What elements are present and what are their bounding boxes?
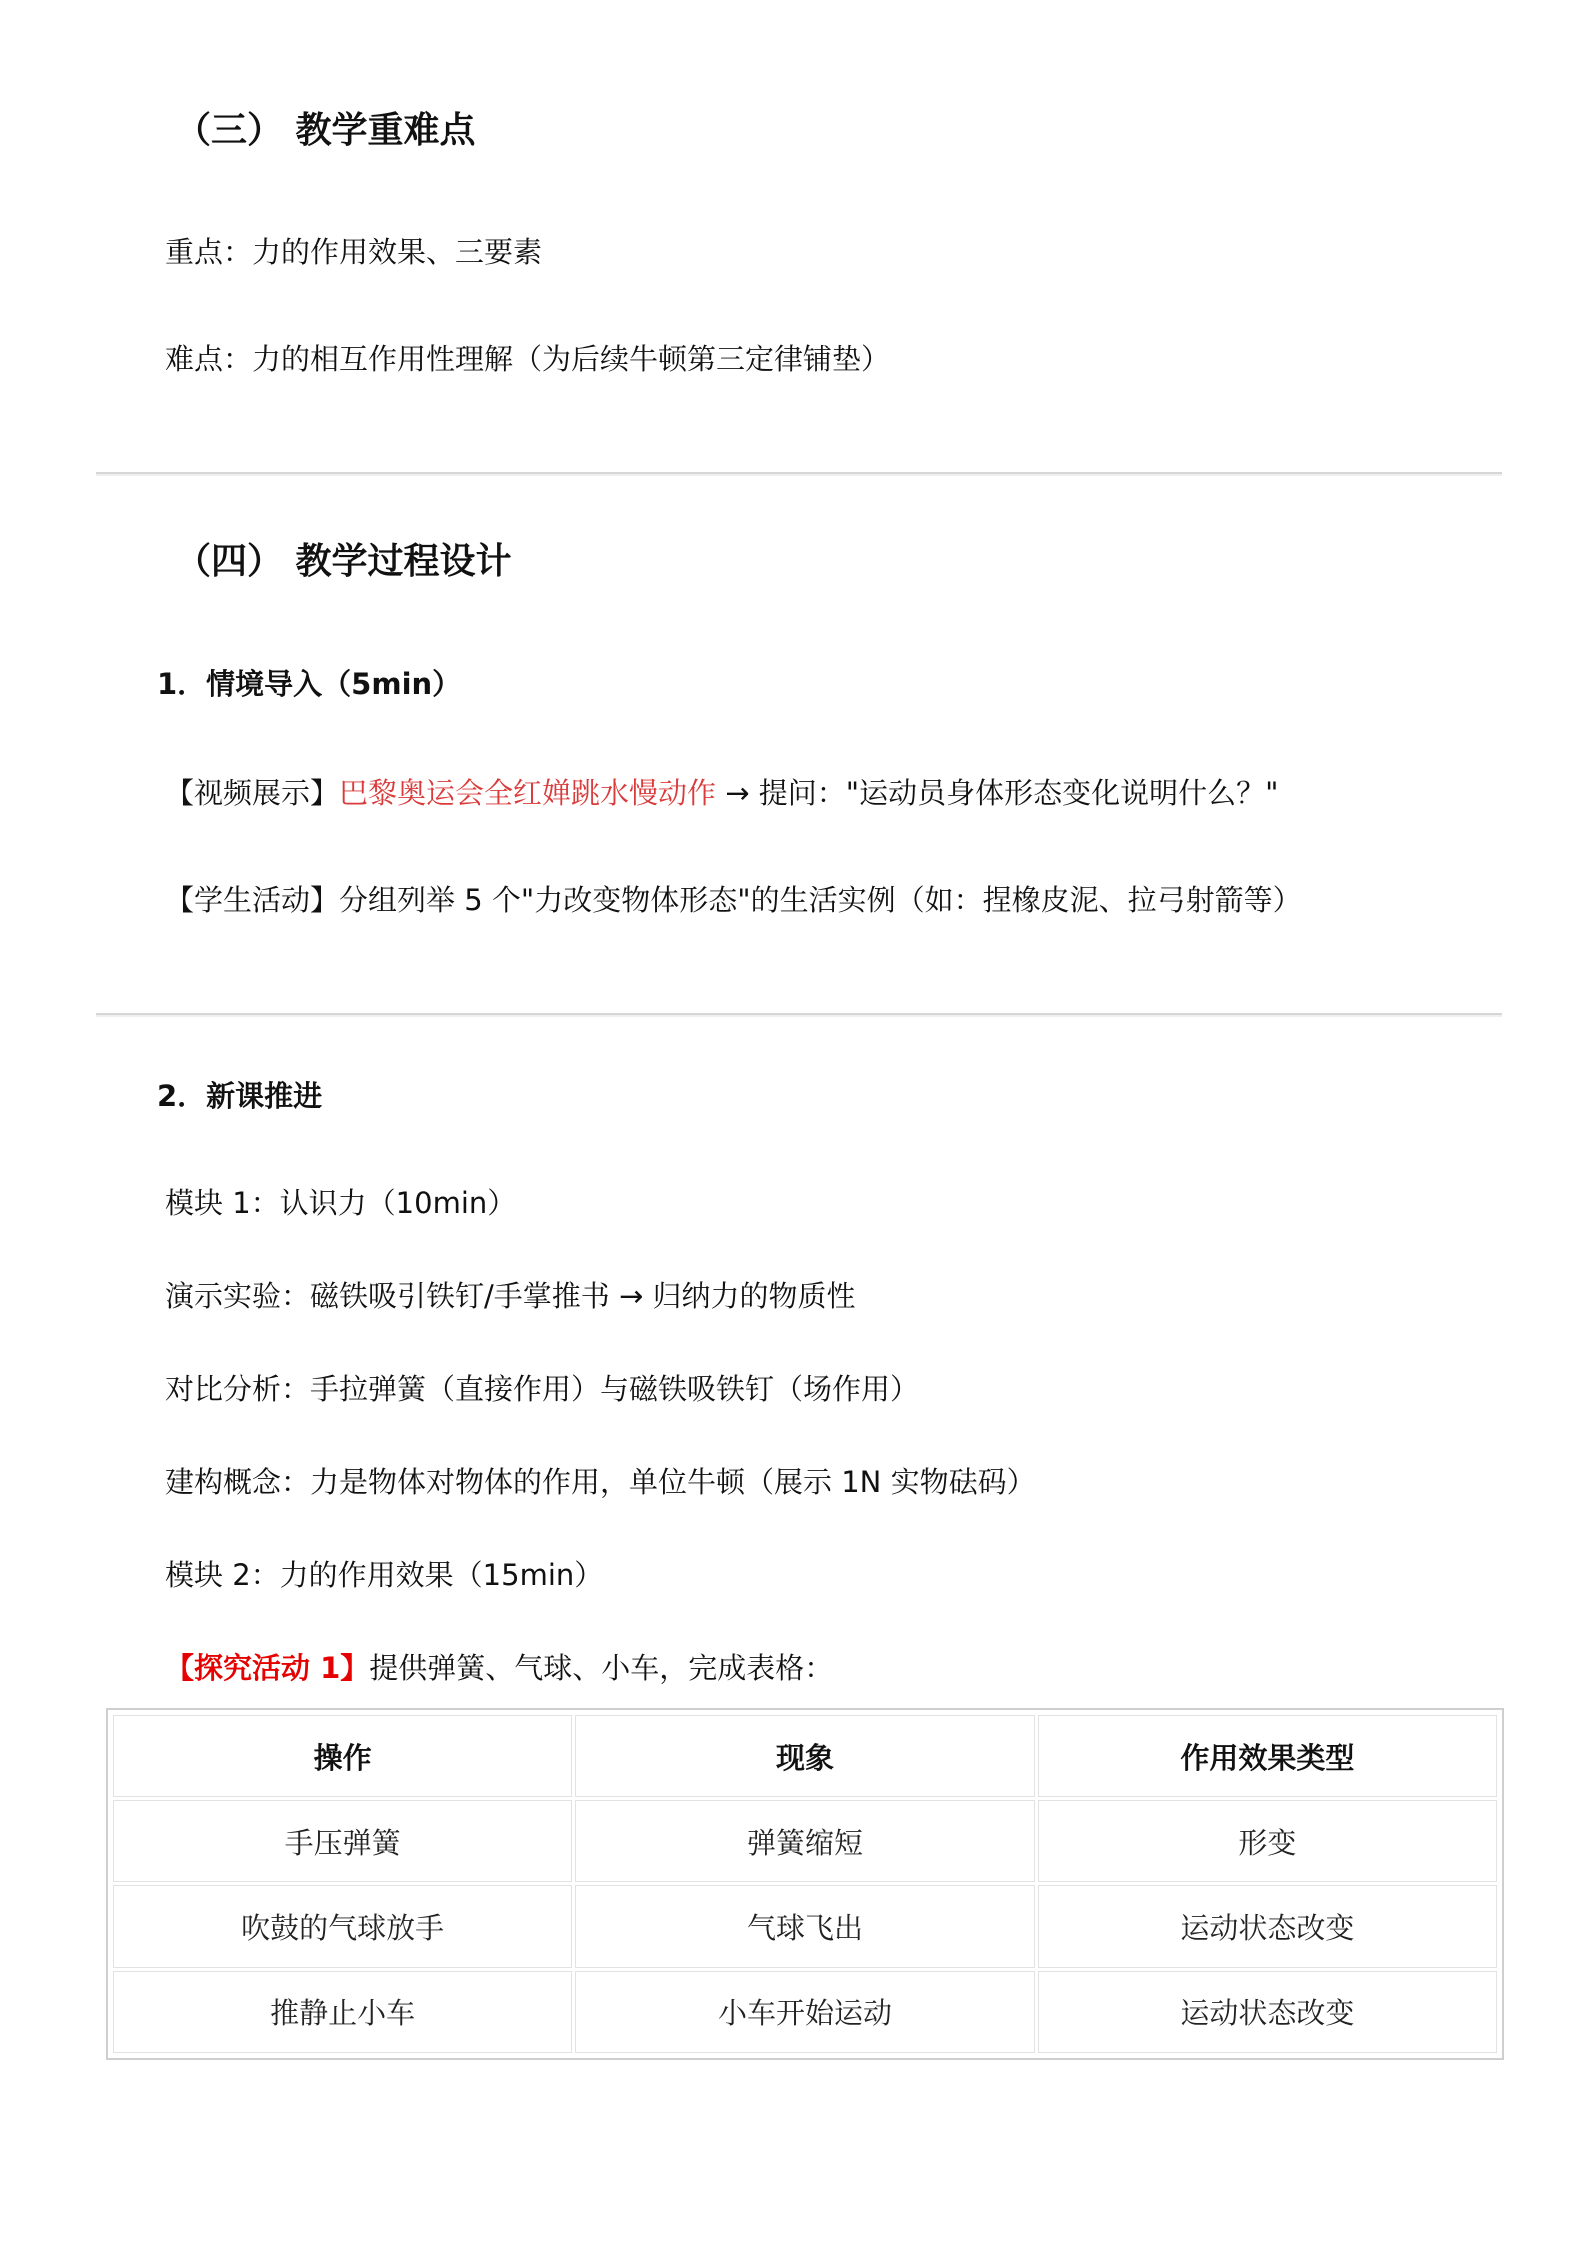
force-effects-table-grid: [110, 1712, 1500, 2056]
table-header-row: [113, 1715, 1497, 1797]
demo-experiment-text: 演示实验：磁铁吸引铁钉/手掌推书 → 归纳力的物质性: [165, 1279, 856, 1313]
table-row: [113, 1885, 1497, 1967]
table-cell: 手压弹簧: [113, 1800, 572, 1882]
table-cell: 推静止小车: [113, 1971, 572, 2053]
explore-activity-paragraph: [165, 1648, 833, 1688]
difficulty-text: 难点：力的相互作用性理解（为后续牛顿第三定律铺垫）: [165, 342, 891, 376]
module-2-title: 模块 2：力的作用效果（15min）: [165, 1558, 604, 1592]
key-point-text: 重点：力的作用效果、三要素: [165, 235, 543, 269]
horizontal-divider: [96, 1013, 1502, 1017]
step-1-heading: 1．情境导入（5min）: [157, 667, 462, 701]
explore-activity-text: 提供弹簧、气球、小车，完成表格：: [369, 1651, 834, 1685]
video-question: → 提问："运动员身体形态变化说明什么？": [716, 776, 1279, 810]
comparison-analysis-text: 对比分析：手拉弹簧（直接作用）与磁铁吸铁钉（场作用）: [165, 1372, 920, 1406]
table-cell: 气球飞出: [575, 1885, 1034, 1967]
step-2-heading: 2．新课推进: [157, 1079, 323, 1113]
table-cell: 弹簧缩短: [575, 1800, 1034, 1882]
table-row: [113, 1800, 1497, 1882]
force-effects-table: [106, 1708, 1504, 2060]
horizontal-divider: [96, 472, 1502, 476]
table-cell: 形变: [1038, 1800, 1497, 1882]
explore-activity-label: 【探究活动 1】: [165, 1651, 370, 1685]
video-title-highlight: 巴黎奥运会全红婵跳水慢动作: [339, 776, 717, 810]
table-cell: 运动状态改变: [1038, 1971, 1497, 2053]
header-effect-type: 作用效果类型: [1038, 1715, 1497, 1797]
section-3-heading: （三） 教学重难点: [175, 110, 476, 151]
concept-construction-text: 建构概念：力是物体对物体的作用，单位牛顿（展示 1N 实物砝码）: [165, 1465, 1036, 1499]
table-cell: 小车开始运动: [575, 1971, 1034, 2053]
video-display-paragraph: [165, 773, 1278, 813]
video-display-label: 【视频展示】: [165, 776, 340, 810]
student-activity-paragraph: 【学生活动】分组列举 5 个"力改变物体形态"的生活实例（如：捏橡皮泥、拉弓射箭等）: [165, 883, 1302, 917]
module-1-title: 模块 1：认识力（10min）: [165, 1186, 517, 1220]
section-4-heading: （四） 教学过程设计: [175, 541, 512, 582]
header-operation: 操作: [113, 1715, 572, 1797]
table-cell: 运动状态改变: [1038, 1885, 1497, 1967]
table-row: [113, 1971, 1497, 2053]
header-phenomenon: 现象: [575, 1715, 1034, 1797]
table-cell: 吹鼓的气球放手: [113, 1885, 572, 1967]
